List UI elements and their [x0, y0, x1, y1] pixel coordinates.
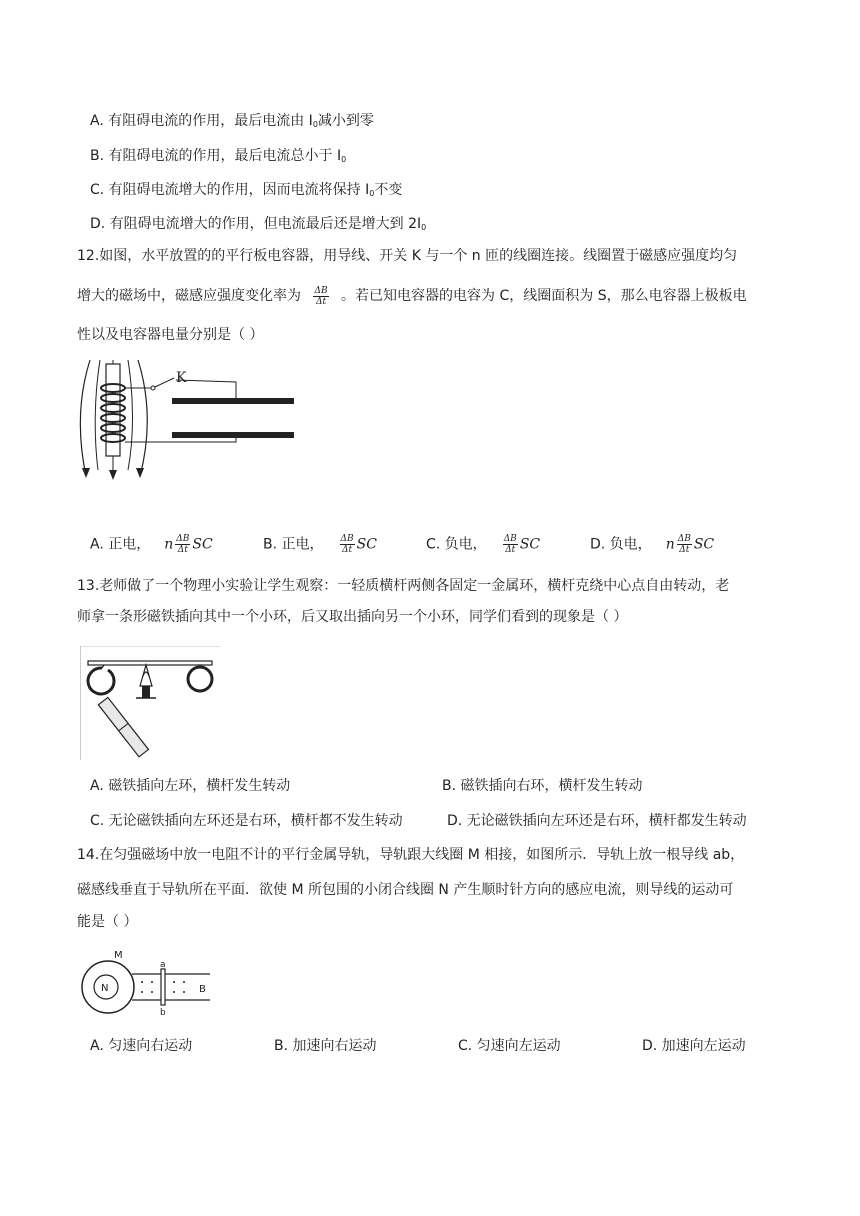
q12-option-d-frac-den: Δt [679, 545, 690, 555]
q12-option-d [590, 534, 714, 555]
q11-option-a [90, 111, 374, 135]
q12-option-b-fraction [340, 534, 355, 555]
q12-option-a-label: A. 正电， [90, 536, 151, 553]
q12-option-a-frac-den: Δt [177, 545, 188, 555]
q12-option-c-frac-num: ΔB [503, 534, 517, 544]
q11-option-d-text: D. 有阻碍电流增大的作用，但电流最后还是增大到 2I [90, 216, 422, 232]
q12-option-c [426, 534, 540, 555]
q12-option-c-label: C. 负电， [426, 536, 487, 553]
q12-option-d-coef: n [665, 536, 675, 553]
q11-option-a-sub: 0 [312, 120, 318, 129]
q13-rings-crossbar-figure [80, 646, 220, 760]
label-a: a [160, 960, 166, 970]
label-field-b: B [199, 984, 206, 995]
q12-line-2a: 增大的磁场中，磁感应强度变化率为 [77, 288, 301, 304]
q14-line-1: 14.在匀强磁场中放一电阻不计的平行金属导轨，导轨跟大线圈 M 相接，如图所示．导轨上放一根导线 ab， [77, 847, 745, 863]
q12-frac-num: ΔB [314, 285, 328, 296]
q12-option-d-label: D. 负电， [590, 536, 652, 553]
label-b: b [160, 1008, 166, 1018]
q13-line-1: 13.老师做了一个物理小实验让学生观察：一轻质横杆两侧各固定一金属环，横杆克绕中心点自由转动，老 [77, 578, 730, 594]
q12-line-2b: 。若已知电容器的电容为 C，线圈面积为 S，那么电容器上极板电 [341, 288, 747, 304]
q11-option-c [90, 180, 402, 204]
q12-option-d-frac-num: ΔB [677, 534, 691, 544]
q12-option-c-frac-den: Δt [505, 545, 516, 555]
label-n: N [101, 983, 109, 994]
q13-option-d: D. 无论磁铁插向左环还是右环，横杆都发生转动 [447, 813, 747, 829]
q12-option-b-frac-den: Δt [342, 545, 353, 555]
switch-k-label: K [176, 370, 187, 386]
q12-option-a-frac-num: ΔB [176, 534, 190, 544]
q14-option-b: B. 加速向右运动 [274, 1038, 377, 1054]
q11-option-d [90, 214, 426, 238]
q14-option-c: C. 匀速向左运动 [458, 1038, 561, 1054]
q13-line-2: 师拿一条形磁铁插向其中一个小环，后又取出插向另一个小环，同学们看到的现象是（ ） [77, 609, 628, 625]
q14-option-a: A. 匀速向右运动 [90, 1038, 193, 1054]
q11-option-b-sub: 0 [341, 155, 347, 164]
q11-option-d-sub: 0 [421, 223, 427, 232]
q14-line-2: 磁感线垂直于导轨所在平面．欲使 M 所包围的小闭合线圈 N 产生顺时针方向的感应电流，则导线的运动可 [77, 882, 734, 898]
q12-line-3: 性以及电容器电量分别是（ ） [77, 327, 264, 343]
q13-option-a: A. 磁铁插向左环，横杆发生转动 [90, 778, 291, 794]
q12-option-b-frac-num: ΔB [340, 534, 354, 544]
q12-option-c-fraction [503, 534, 518, 555]
q11-option-b-text: B. 有阻碍电流的作用，最后电流总小于 I [90, 148, 342, 164]
q11-option-c-text: C. 有阻碍电流增大的作用，因而电流将保持 I [90, 182, 370, 198]
q11-option-b [90, 146, 346, 170]
q12-option-b-label: B. 正电， [263, 536, 324, 553]
q14-option-d: D. 加速向左运动 [642, 1038, 746, 1054]
q11-option-a-tail: 减小到零 [317, 113, 374, 129]
q12-line-2 [77, 282, 747, 310]
q13-option-b: B. 磁铁插向右环，横杆发生转动 [442, 778, 643, 794]
q12-option-a [90, 534, 213, 555]
q12-option-b [263, 534, 377, 555]
q12-option-b-tail: SC [356, 536, 377, 553]
q12-option-a-coef: n [164, 536, 174, 553]
q11-option-c-sub: 0 [369, 189, 375, 198]
q12-option-d-fraction [677, 534, 692, 555]
q12-coil-capacitor-figure [76, 358, 306, 486]
q12-option-a-tail: SC [192, 536, 213, 553]
q13-option-c: C. 无论磁铁插向左环还是右环，横杆都不发生转动 [90, 813, 403, 829]
q12-option-c-tail: SC [519, 536, 541, 553]
q11-option-c-tail: 不变 [374, 182, 403, 198]
q11-option-a-text: A. 有阻碍电流的作用，最后电流由 I [90, 113, 313, 129]
q12-line-1: 12.如图，水平放置的的平行板电容器，用导线、开关 K 与一个 n 匝的线圈连接。线圈置于磁感应强度均匀 [77, 248, 738, 264]
q12-option-d-tail: SC [693, 536, 715, 553]
q12-option-a-fraction [175, 534, 190, 555]
q14-line-3: 能是（ ） [77, 914, 138, 930]
q14-coil-rail-figure [78, 947, 218, 1019]
label-m: M [114, 950, 123, 961]
q12-rate-fraction [313, 286, 328, 307]
q12-frac-den: Δt [315, 296, 327, 307]
